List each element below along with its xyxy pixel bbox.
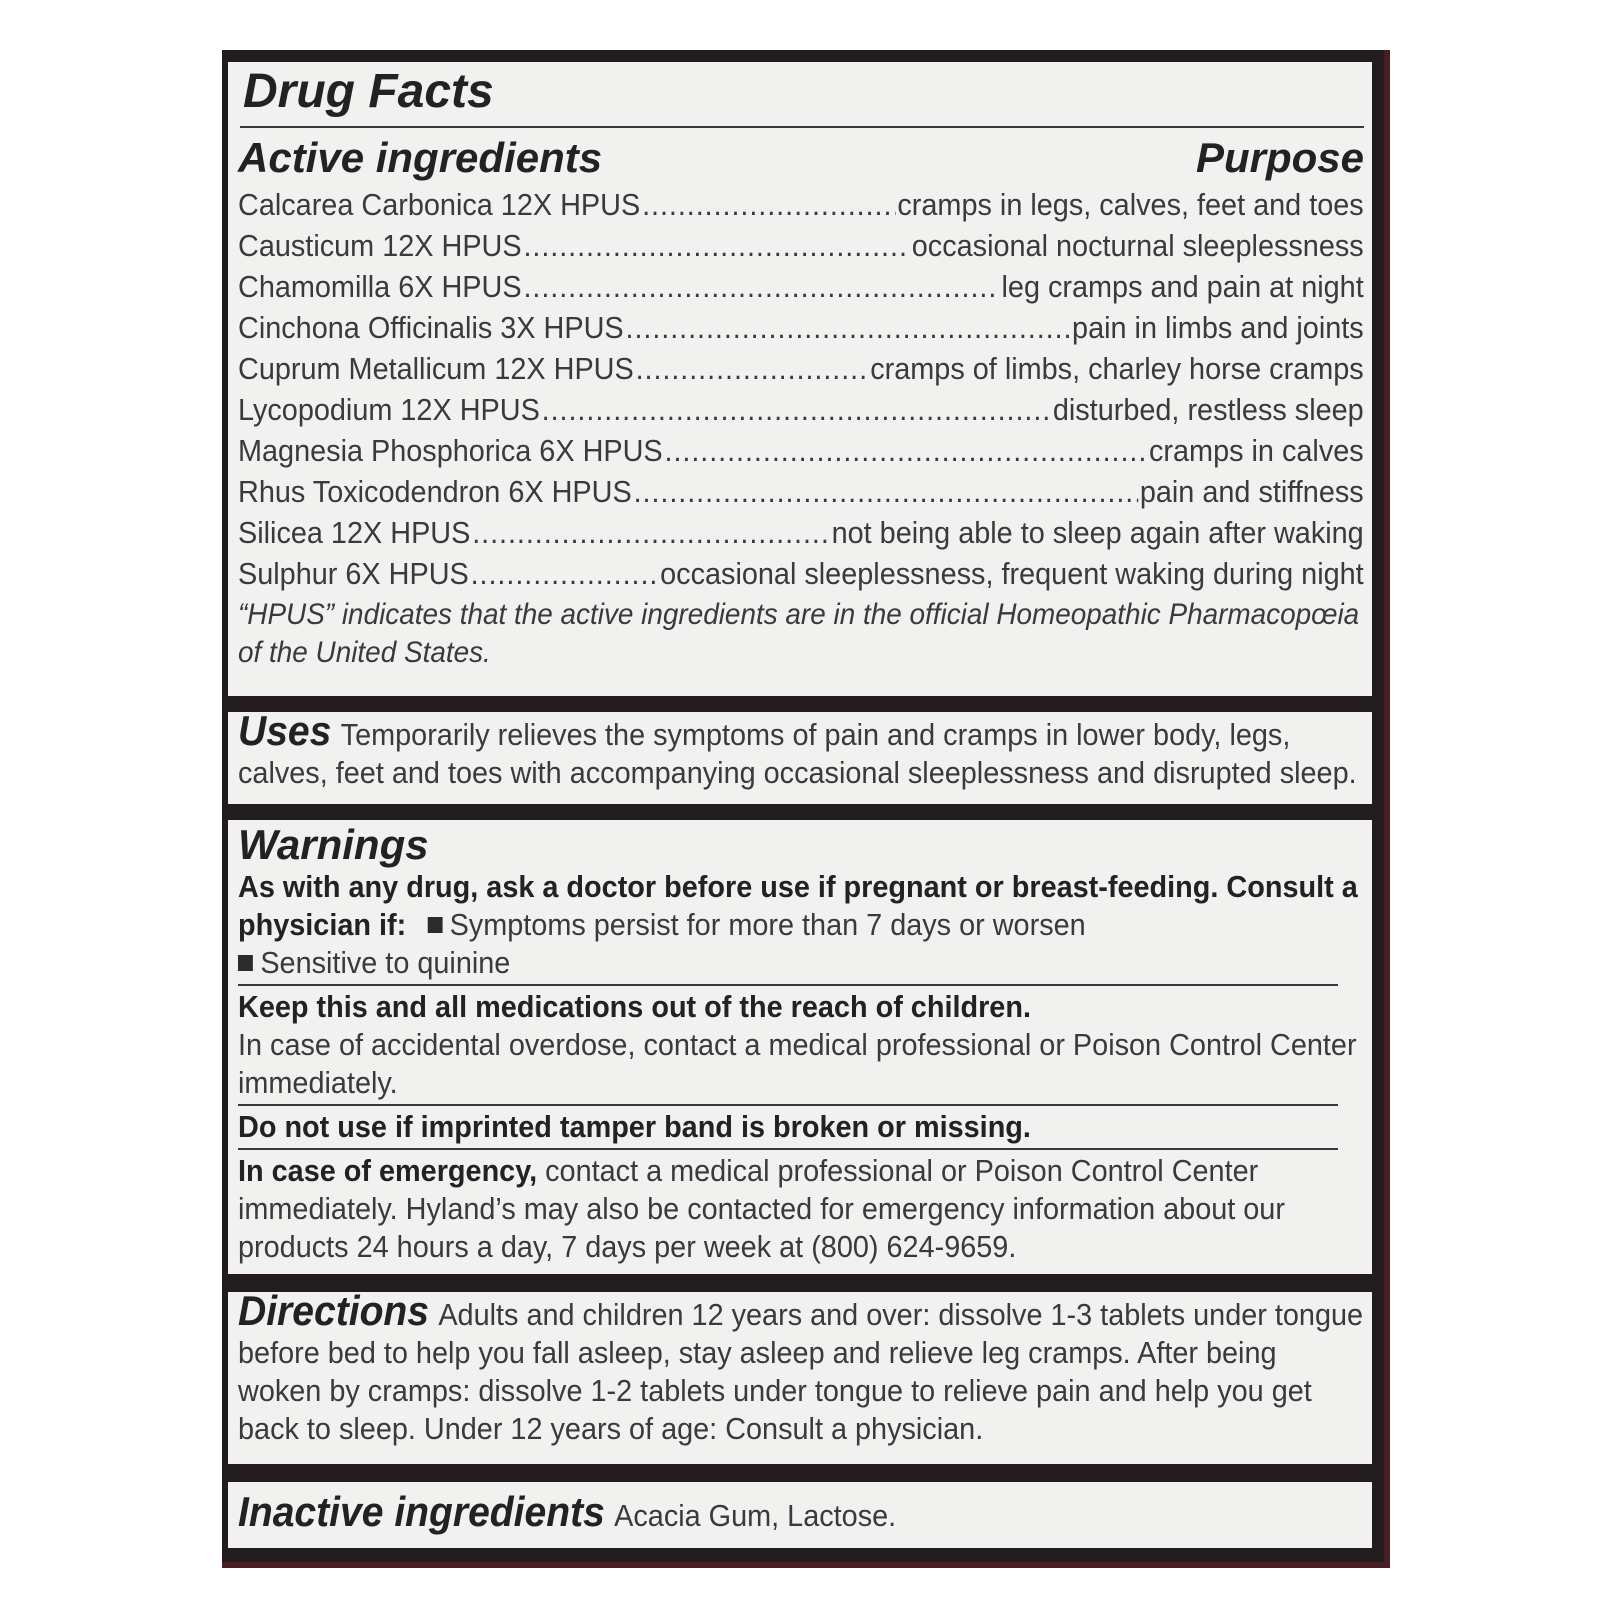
ingredient-purpose: cramps of limbs, charley horse cramps xyxy=(870,351,1364,386)
overdose-text: In case of accidental overdose, contact a medical professional or Poison Control Center immediately. xyxy=(238,1027,1357,1100)
dot-leader xyxy=(542,389,1051,430)
consult-text: As with any drug, ask a doctor before use if pregnant or breast-feeding. Consult a physician if: xyxy=(238,869,1358,942)
bullet-square-icon xyxy=(238,955,253,971)
ingredient-list xyxy=(238,184,1364,594)
ingredient-purpose: leg cramps and pain at night xyxy=(1001,269,1364,304)
dot-leader xyxy=(665,430,1148,471)
ingredient-name: Chamomilla 6X HPUS xyxy=(238,269,522,304)
ingredient-row xyxy=(238,553,1364,594)
ingredient-purpose: cramps in calves xyxy=(1149,433,1364,468)
tamper-text: Do not use if imprinted tamper band is broken or missing. xyxy=(238,1109,1031,1144)
dot-leader xyxy=(634,471,1138,512)
ingredient-row xyxy=(238,225,1364,266)
ingredient-purpose: occasional nocturnal sleeplessness xyxy=(911,228,1364,263)
bullet-symptoms: Symptoms persist for more than 7 days or worsen xyxy=(449,907,1086,942)
active-header-row xyxy=(238,132,1364,184)
directions-panel xyxy=(228,1292,1372,1464)
active-ingredients-panel xyxy=(228,62,1372,696)
dot-leader xyxy=(626,307,1071,348)
dot-leader xyxy=(523,266,999,307)
ingredient-purpose: disturbed, restless sleep xyxy=(1052,392,1364,427)
ingredient-row xyxy=(238,512,1364,553)
ingredient-name: Cuprum Metallicum 12X HPUS xyxy=(238,351,634,386)
directions-heading: Directions xyxy=(238,1292,430,1334)
inactive-text: Acacia Gum, Lactose. xyxy=(614,1498,897,1533)
ingredient-row xyxy=(238,266,1364,307)
ingredient-name: Magnesia Phosphorica 6X HPUS xyxy=(238,433,663,468)
ingredient-row xyxy=(238,430,1364,471)
ingredient-row xyxy=(238,348,1364,389)
uses-text: Temporarily relieves the symptoms of pain and cramps in lower body, legs, calves, feet and toes with accompanying occasional sleeplessness and disrupted sleep. xyxy=(238,717,1357,790)
ingredient-name: Silicea 12X HPUS xyxy=(238,515,471,550)
ingredient-purpose: pain and stiffness xyxy=(1139,474,1364,509)
ingredient-purpose: occasional sleeplessness, frequent waking during night xyxy=(660,556,1364,591)
ingredient-purpose: pain in limbs and joints xyxy=(1072,310,1364,345)
ingredient-purpose: not being able to sleep again after waking xyxy=(831,515,1364,550)
dot-leader xyxy=(636,348,869,389)
ingredient-row xyxy=(238,389,1364,430)
purpose-heading: Purpose xyxy=(1195,134,1364,181)
dot-leader xyxy=(472,512,829,553)
ingredient-row xyxy=(238,471,1364,512)
ingredient-name: Causticum 12X HPUS xyxy=(238,228,522,263)
ingredient-row xyxy=(238,307,1364,348)
title-divider xyxy=(240,126,1364,128)
warnings-divider xyxy=(238,1104,1338,1106)
emergency-lead: In case of emergency, xyxy=(238,1153,538,1188)
ingredient-name: Calcarea Carbonica 12X HPUS xyxy=(238,187,641,222)
inactive-panel xyxy=(228,1482,1372,1548)
warnings-divider xyxy=(238,984,1338,986)
keep-away-text: Keep this and all medications out of the reach of children. xyxy=(238,989,1031,1024)
emergency-text: contact a medical professional or Poison Control Center immediately. Hyland’s may also be contacted for emergency information about our products 24 hours a day, 7 days per week at (800) 624-9659. xyxy=(238,1153,1285,1264)
ingredient-purpose: cramps in legs, calves, feet and toes xyxy=(897,187,1364,222)
warnings-divider xyxy=(238,1148,1338,1150)
uses-heading: Uses xyxy=(238,712,332,754)
ingredient-name: Sulphur 6X HPUS xyxy=(238,556,469,591)
directions-block xyxy=(238,1292,1364,1448)
ingredient-row xyxy=(238,184,1364,225)
hpus-note: “HPUS” indicates that the active ingredients are in the official Homeopathic Pharmacopœia of the United States. xyxy=(238,598,1360,669)
consult-block xyxy=(238,868,1364,982)
tamper-block xyxy=(238,1108,1364,1146)
dot-leader xyxy=(523,225,909,266)
emergency-block xyxy=(238,1152,1364,1266)
uses-block xyxy=(238,712,1364,792)
dot-leader xyxy=(471,553,659,594)
directions-text: Adults and children 12 years and over: dissolve 1-3 tablets under tongue before bed to help you fall asleep, stay asleep and relieve leg cramps. After being woken by cramps: dissolve 1-2 tablets under tongue to relieve pain and help you get back to sleep. Under 12 years of age: Consult a physician. xyxy=(238,1297,1364,1446)
active-ingredients-heading: Active ingredients xyxy=(238,134,603,181)
drug-facts-label xyxy=(222,50,1390,1568)
ingredient-name: Rhus Toxicodendron 6X HPUS xyxy=(238,474,632,509)
keep-block xyxy=(238,988,1364,1102)
inactive-block xyxy=(238,1482,1364,1546)
dot-leader xyxy=(642,184,895,225)
inactive-heading: Inactive ingredients xyxy=(238,1488,605,1535)
warnings-panel xyxy=(228,820,1372,1274)
warnings-heading: Warnings xyxy=(238,821,429,868)
uses-panel xyxy=(228,712,1372,804)
bullet-square-icon xyxy=(427,917,442,933)
ingredient-name: Lycopodium 12X HPUS xyxy=(238,392,540,427)
bullet-quinine: Sensitive to quinine xyxy=(260,945,511,980)
ingredient-name: Cinchona Officinalis 3X HPUS xyxy=(238,310,624,345)
drug-facts-title: Drug Facts xyxy=(243,65,494,118)
